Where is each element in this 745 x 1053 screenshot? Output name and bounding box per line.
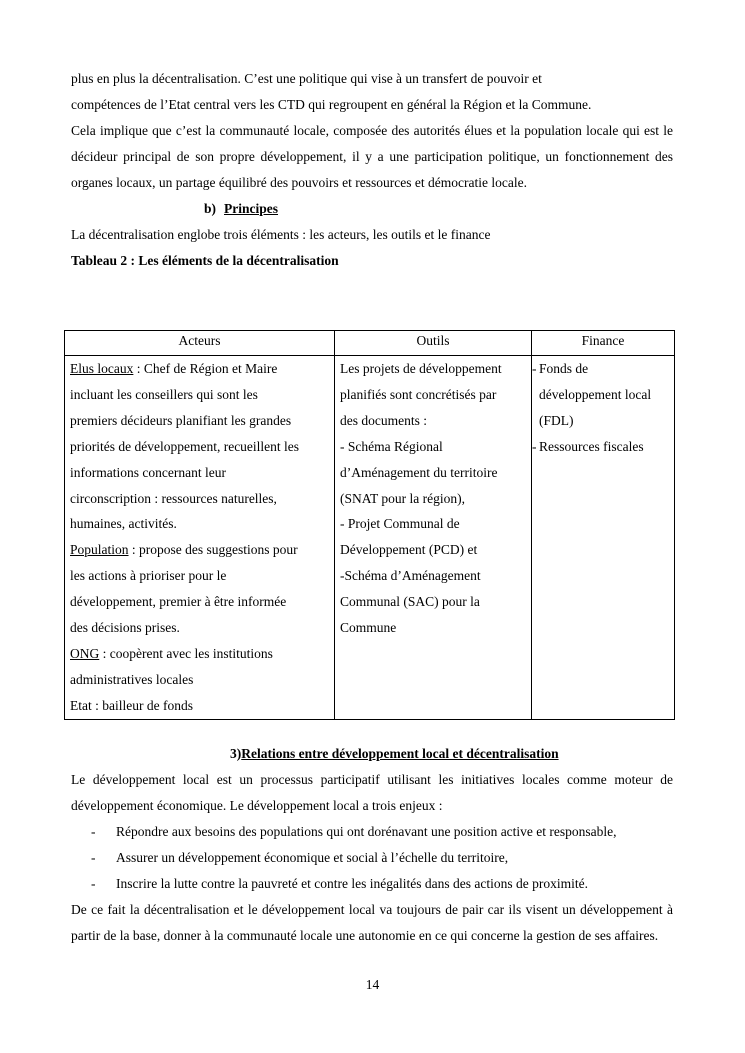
list-item xyxy=(71,845,673,871)
outils-text: Commune xyxy=(340,620,397,636)
finance-text: Ressources fiscales xyxy=(539,438,644,454)
dash-marker: - xyxy=(91,876,96,891)
header-outils: Outils xyxy=(335,331,532,356)
acteurs-text: : coopèrent avec les institutions xyxy=(99,645,273,661)
outils-text: Les projets de développement xyxy=(340,361,502,376)
outils-text: Développement (PCD) et xyxy=(340,542,478,558)
section-title: Relations entre développement local et décentralisation xyxy=(241,746,559,761)
section-conclusion: De ce fait la décentralisation et le développement local va toujours de pair car ils visent un développement à partir de la base, donner à la communauté locale une autonomie en ce qui concerne la gestion de ses affaires. xyxy=(71,902,673,943)
outils-text: des documents : xyxy=(340,412,427,428)
finance-text: développement local xyxy=(539,386,652,402)
list-item-text: Assurer un développement économique et social à l’échelle du territoire, xyxy=(116,850,509,865)
elus-label: Elus locaux xyxy=(70,361,134,376)
population-label: Population xyxy=(70,542,129,558)
acteurs-text: développement, premier à être informée xyxy=(70,594,287,610)
enjeux-list xyxy=(71,819,673,897)
acteurs-text: : propose des suggestions pour xyxy=(128,542,298,558)
cell-outils xyxy=(335,356,532,720)
subheading-title: Principes xyxy=(224,201,279,216)
page-body xyxy=(71,66,673,274)
subheading-principes xyxy=(71,196,673,222)
outils-text: (SNAT pour la région), xyxy=(340,490,465,506)
outils-text: d’Aménagement du territoire xyxy=(340,464,498,480)
intro-line: plus en plus la décentralisation. C’est une politique qui vise à un transfert de pouvoir et xyxy=(71,71,542,86)
list-item-text: Inscrire la lutte contre la pauvreté et contre les inégalités dans des actions de proximité. xyxy=(116,876,588,891)
finance-text: (FDL) xyxy=(539,412,574,428)
section-heading xyxy=(71,741,673,767)
list-item xyxy=(71,819,673,845)
section-number: 3) xyxy=(230,746,242,761)
outils-text: - Projet Communal de xyxy=(340,516,460,532)
outils-text: - Schéma Régional xyxy=(340,438,443,454)
outils-text: planifiés sont concrétisés par xyxy=(340,386,497,402)
outils-text: -Schéma d’Aménagement xyxy=(340,568,481,584)
acteurs-text: : Chef de Région et Maire xyxy=(133,361,278,376)
intro-paragraph-2: Cela implique que c’est la communauté locale, composée des autorités élues et la population locale qui est le décideur principal de son propre développement, il y a une participation politique, un fonctionnement des organes locaux, un partage équilibré des pouvoirs et ressources et démocratie locale. xyxy=(71,123,673,190)
subheading-marker: b) xyxy=(204,201,217,216)
finance-item xyxy=(532,356,670,434)
decentralisation-table xyxy=(64,330,675,720)
ong-label: ONG xyxy=(70,645,100,661)
list-item-text: Répondre aux besoins des populations qui ont dorénavant une position active et responsable, xyxy=(116,824,617,839)
finance-item xyxy=(532,434,670,460)
acteurs-text: informations concernant leur xyxy=(70,464,226,480)
intro-paragraph-1 xyxy=(71,66,673,118)
acteurs-text: premiers décideurs planifiant les grandes xyxy=(70,412,292,428)
header-acteurs: Acteurs xyxy=(65,331,335,356)
dash-marker: - xyxy=(91,850,96,865)
cell-finance xyxy=(532,356,675,720)
section-3 xyxy=(71,741,673,949)
section-intro: Le développement local est un processus participatif utilisant les initiatives locales comme moteur de développement économique. Le développement local a trois enjeux : xyxy=(71,772,673,813)
cell-acteurs xyxy=(65,356,335,720)
etat-text: Etat : bailleur de fonds xyxy=(70,697,193,713)
acteurs-text: les actions à prioriser pour le xyxy=(70,568,227,584)
principes-text: La décentralisation englobe trois éléments : les acteurs, les outils et le finance xyxy=(71,227,491,242)
dash-marker: - xyxy=(532,361,537,376)
intro-line: compétences de l’Etat central vers les CTD qui regroupent en général la Région et la Commune. xyxy=(71,97,592,112)
page-number: 14 xyxy=(365,977,380,992)
dash-marker: - xyxy=(532,438,537,454)
dash-marker: - xyxy=(91,824,96,839)
finance-text: Fonds de xyxy=(539,361,589,376)
table-row xyxy=(65,356,675,720)
table-header-row xyxy=(65,331,675,356)
acteurs-text: administratives locales xyxy=(70,671,194,687)
header-finance: Finance xyxy=(532,331,675,356)
acteurs-text: circonscription : ressources naturelles, xyxy=(70,490,277,506)
outils-text: Communal (SAC) pour la xyxy=(340,594,480,610)
acteurs-text: priorités de développement, recueillent les xyxy=(70,438,300,454)
acteurs-text: des décisions prises. xyxy=(70,620,180,636)
list-item xyxy=(71,871,673,897)
table-caption: Tableau 2 : Les éléments de la décentralisation xyxy=(71,253,339,268)
acteurs-text: humaines, activités. xyxy=(70,516,177,532)
acteurs-text: incluant les conseillers qui sont les xyxy=(70,386,258,402)
